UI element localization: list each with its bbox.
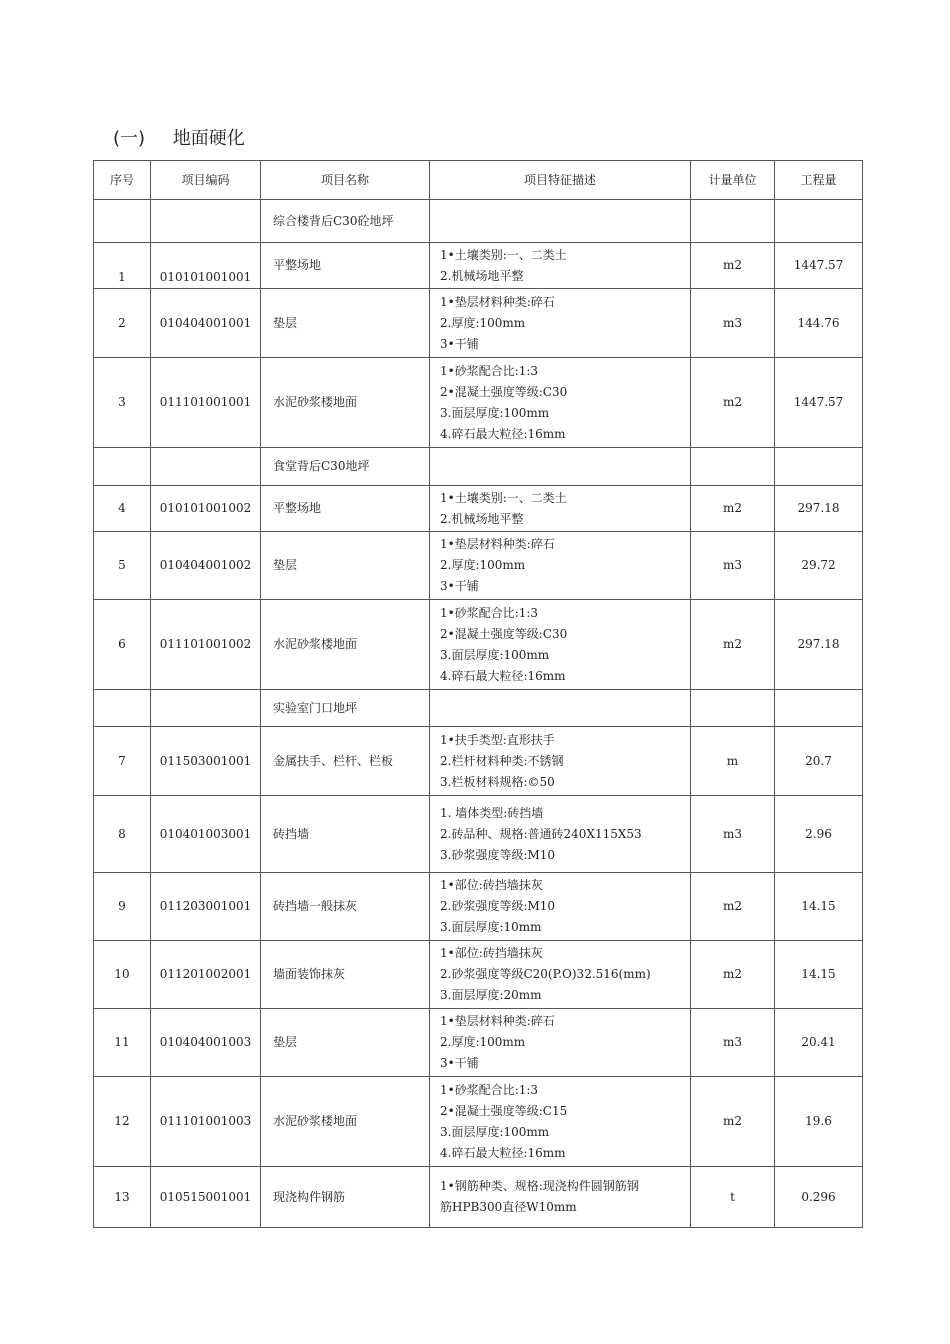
desc-line: 4.碎石最大粒径:16mm xyxy=(440,426,566,441)
group-row xyxy=(94,200,863,243)
cell-seq: 5 xyxy=(94,532,151,600)
cell-seq: 6 xyxy=(94,600,151,690)
table-row xyxy=(94,796,863,873)
cell-unit: m3 xyxy=(691,532,775,600)
cell-unit: m3 xyxy=(691,289,775,358)
desc-line: 1•土壤类别:一、二类土 xyxy=(440,247,567,262)
cell-seq xyxy=(94,200,151,243)
cell-unit: m2 xyxy=(691,600,775,690)
cell-unit: m2 xyxy=(691,243,775,289)
cell-seq: 13 xyxy=(94,1167,151,1228)
cell-seq xyxy=(94,448,151,486)
table-row xyxy=(94,941,863,1009)
table-row xyxy=(94,1077,863,1167)
cell-seq: 9 xyxy=(94,873,151,941)
cell-desc xyxy=(430,358,691,448)
cell-unit: t xyxy=(691,1167,775,1228)
table-row xyxy=(94,1009,863,1077)
cell-qty: 19.6 xyxy=(775,1077,863,1167)
table-row xyxy=(94,358,863,448)
desc-line: 3.栏板材料规格:©50 xyxy=(440,774,555,789)
desc-line: 1•砂浆配合比:1:3 xyxy=(440,1082,539,1097)
cell-code: 011203001001 xyxy=(151,873,261,941)
cell-code: 010404001003 xyxy=(151,1009,261,1077)
table-row xyxy=(94,243,863,289)
desc-line: 3.砂浆强度等级:M10 xyxy=(440,847,556,862)
desc-line: 1•砂浆配合比:1:3 xyxy=(440,363,539,378)
group-name: 食堂背后C30地坪 xyxy=(261,448,430,486)
desc-line: 2.厚度:100mm xyxy=(440,558,526,572)
cell-desc xyxy=(430,289,691,358)
table-body xyxy=(94,200,863,1228)
cell-name: 平整场地 xyxy=(261,243,430,289)
group-name: 综合楼背后C30砼地坪 xyxy=(261,200,430,243)
cell-qty: 144.76 xyxy=(775,289,863,358)
cell-code: 011101001001 xyxy=(151,358,261,448)
cell-unit: m xyxy=(691,727,775,796)
cell-qty: 20.7 xyxy=(775,727,863,796)
table-row xyxy=(94,1167,863,1228)
desc-line: 2.机械场地平整 xyxy=(440,511,524,526)
cell-desc xyxy=(430,448,691,486)
cell-seq: 8 xyxy=(94,796,151,873)
cell-qty: 297.18 xyxy=(775,486,863,532)
desc-line: 3•干铺 xyxy=(440,1056,479,1070)
cell-code xyxy=(151,448,261,486)
header-code: 项目编码 xyxy=(151,161,261,200)
desc-line: 1•部位:砖挡墙抹灰 xyxy=(440,878,543,892)
group-name: 实验室门口地坪 xyxy=(261,690,430,727)
cell-unit: m3 xyxy=(691,796,775,873)
cell-code: 011503001001 xyxy=(151,727,261,796)
desc-line: 4.碎石最大粒径:16mm xyxy=(440,668,566,683)
cell-code: 011201002001 xyxy=(151,941,261,1009)
cell-seq: 11 xyxy=(94,1009,151,1077)
cell-qty: 0.296 xyxy=(775,1167,863,1228)
table-row xyxy=(94,600,863,690)
table-header-row xyxy=(94,161,863,200)
desc-line: 1. 墙体类型:砖挡墙 xyxy=(440,805,544,820)
cell-name: 垫层 xyxy=(261,1009,430,1077)
desc-line: 3.面层厚度:100mm xyxy=(440,647,550,662)
bill-of-quantities-table xyxy=(93,160,863,1228)
cell-code: 010101001001 xyxy=(151,243,261,289)
desc-line: 3.面层厚度:100mm xyxy=(440,405,550,420)
cell-seq: 1 xyxy=(94,243,151,289)
cell-qty: 297.18 xyxy=(775,600,863,690)
cell-seq: 3 xyxy=(94,358,151,448)
cell-seq: 2 xyxy=(94,289,151,358)
cell-code: 011101001003 xyxy=(151,1077,261,1167)
section-heading xyxy=(113,124,245,150)
desc-line: 1•砂浆配合比:1:3 xyxy=(440,605,539,620)
cell-desc xyxy=(430,486,691,532)
group-row xyxy=(94,448,863,486)
cell-desc xyxy=(430,1009,691,1077)
cell-qty: 14.15 xyxy=(775,941,863,1009)
desc-line: 2.栏杆材料种类:不锈钢 xyxy=(440,753,564,768)
table-row xyxy=(94,486,863,532)
cell-name: 垫层 xyxy=(261,532,430,600)
cell-name: 垫层 xyxy=(261,289,430,358)
cell-qty: 1447.57 xyxy=(775,358,863,448)
desc-line: 2.砂浆强度等级:M10 xyxy=(440,899,556,913)
cell-code xyxy=(151,200,261,243)
cell-qty: 20.41 xyxy=(775,1009,863,1077)
desc-line: 1•垫层材料种类:碎石 xyxy=(440,1014,555,1028)
header-qty: 工程量 xyxy=(775,161,863,200)
cell-code: 011101001002 xyxy=(151,600,261,690)
desc-line: 3•干铺 xyxy=(440,579,479,593)
cell-desc xyxy=(430,873,691,941)
cell-qty xyxy=(775,690,863,727)
cell-code: 010404001001 xyxy=(151,289,261,358)
cell-unit: m2 xyxy=(691,486,775,532)
cell-unit xyxy=(691,200,775,243)
section-number: (一) xyxy=(113,128,146,149)
cell-unit: m2 xyxy=(691,1077,775,1167)
desc-line: 2.机械场地平整 xyxy=(440,268,524,283)
cell-seq: 12 xyxy=(94,1077,151,1167)
cell-name: 砖挡墙 xyxy=(261,796,430,873)
desc-line: 2.砖品种、规格:普通砖240X115X53 xyxy=(440,826,642,841)
cell-desc xyxy=(430,200,691,243)
header-desc: 项目特征描述 xyxy=(430,161,691,200)
desc-line: 1•钢筋种类、规格:现浇构件圆钢筋钢 xyxy=(440,1179,639,1193)
cell-unit: m2 xyxy=(691,358,775,448)
cell-unit xyxy=(691,448,775,486)
table-row xyxy=(94,289,863,358)
cell-code xyxy=(151,690,261,727)
desc-line: 3.面层厚度:20mm xyxy=(440,988,542,1002)
cell-desc xyxy=(430,796,691,873)
cell-seq: 4 xyxy=(94,486,151,532)
desc-line: 2•混凝土强度等级:C15 xyxy=(440,1103,568,1118)
cell-desc xyxy=(430,941,691,1009)
desc-line: 2.厚度:100mm xyxy=(440,315,526,330)
cell-name: 现浇构件钢筋 xyxy=(261,1167,430,1228)
desc-line: 1•垫层材料种类:碎石 xyxy=(440,537,555,551)
table-row xyxy=(94,532,863,600)
desc-line: 2•混凝土强度等级:C30 xyxy=(440,384,568,399)
cell-name: 水泥砂浆楼地面 xyxy=(261,600,430,690)
cell-code: 010404001002 xyxy=(151,532,261,600)
cell-qty: 29.72 xyxy=(775,532,863,600)
desc-line: 筋HPB300直径W10mm xyxy=(440,1200,577,1214)
section-title: 地面硬化 xyxy=(172,128,245,149)
table-row xyxy=(94,873,863,941)
cell-desc xyxy=(430,690,691,727)
cell-name: 砖挡墙一般抹灰 xyxy=(261,873,430,941)
desc-line: 2.厚度:100mm xyxy=(440,1035,526,1049)
desc-line: 2•混凝土强度等级:C30 xyxy=(440,626,568,641)
group-row xyxy=(94,690,863,727)
cell-name: 金属扶手、栏杆、栏板 xyxy=(261,727,430,796)
desc-line: 1•垫层材料种类:碎石 xyxy=(440,294,555,309)
cell-qty: 14.15 xyxy=(775,873,863,941)
cell-code: 010401003001 xyxy=(151,796,261,873)
desc-line: 4.碎石最大粒径:16mm xyxy=(440,1145,566,1160)
header-unit: 计量单位 xyxy=(691,161,775,200)
cell-code: 010101001002 xyxy=(151,486,261,532)
desc-line: 3.面层厚度:10mm xyxy=(440,920,542,934)
cell-name: 水泥砂浆楼地面 xyxy=(261,358,430,448)
cell-seq xyxy=(94,690,151,727)
cell-name: 水泥砂浆楼地面 xyxy=(261,1077,430,1167)
cell-desc xyxy=(430,243,691,289)
cell-seq: 7 xyxy=(94,727,151,796)
cell-desc xyxy=(430,727,691,796)
cell-unit: m3 xyxy=(691,1009,775,1077)
header-seq: 序号 xyxy=(94,161,151,200)
cell-qty xyxy=(775,200,863,243)
cell-desc xyxy=(430,1167,691,1228)
header-name: 项目名称 xyxy=(261,161,430,200)
cell-qty: 1447.57 xyxy=(775,243,863,289)
desc-line: 1•土壤类别:一、二类土 xyxy=(440,490,567,505)
cell-unit: m2 xyxy=(691,941,775,1009)
cell-unit: m2 xyxy=(691,873,775,941)
desc-line: 2.砂浆强度等级C20(P.O)32.516(mm) xyxy=(440,967,651,981)
desc-line: 3.面层厚度:100mm xyxy=(440,1124,550,1139)
cell-unit xyxy=(691,690,775,727)
cell-qty: 2.96 xyxy=(775,796,863,873)
cell-name: 墙面装饰抹灰 xyxy=(261,941,430,1009)
cell-desc xyxy=(430,1077,691,1167)
cell-seq: 10 xyxy=(94,941,151,1009)
desc-line: 1•扶手类型:直形扶手 xyxy=(440,732,555,747)
desc-line: 1•部位:砖挡墙抹灰 xyxy=(440,946,543,960)
cell-qty xyxy=(775,448,863,486)
cell-name: 平整场地 xyxy=(261,486,430,532)
desc-line: 3•干铺 xyxy=(440,336,479,351)
table-row xyxy=(94,727,863,796)
cell-desc xyxy=(430,600,691,690)
cell-code: 010515001001 xyxy=(151,1167,261,1228)
cell-desc xyxy=(430,532,691,600)
